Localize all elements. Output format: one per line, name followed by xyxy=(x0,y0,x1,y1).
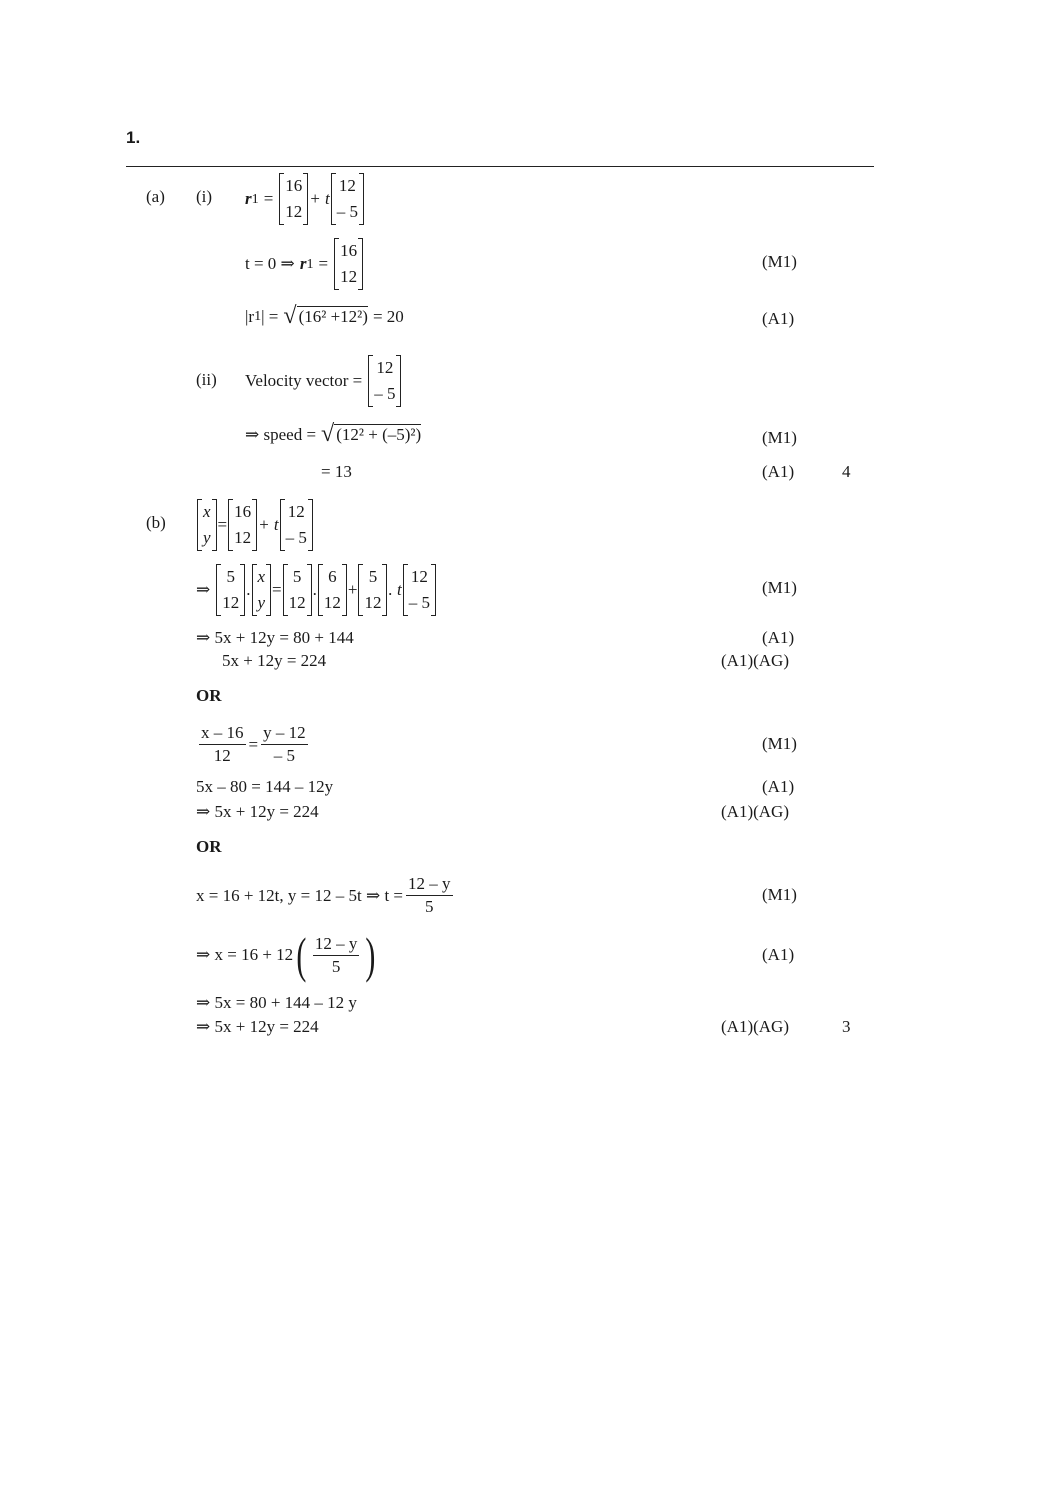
alt1-line2: 5x – 80 = 144 – 12y xyxy=(196,777,334,796)
part-b-eq1: x y = 16 12 + t 12 – 5 xyxy=(196,499,314,551)
or-heading: OR xyxy=(196,837,222,856)
sqrt-symbol: √ xyxy=(283,303,297,329)
part-a-i-eq2: t = 0 ⇒ r 1 = 16 12 xyxy=(245,238,364,290)
normal-vector: 5 12 xyxy=(216,564,245,616)
mark-m1: (M1) xyxy=(762,578,797,597)
question-number: 1. xyxy=(126,128,141,147)
part-a-ii-eq2: ⇒ speed = √ (12² + (–5)²) xyxy=(245,421,422,447)
velocity-vector: 12 – 5 xyxy=(368,355,401,407)
vector-x-y: x y xyxy=(197,499,217,551)
alt1-line1: $\frac{x - 16}{12}$ = $\frac{y - 12}{- 5}$ xyxy=(201,723,306,765)
part-b-total: 3 xyxy=(842,1017,851,1036)
part-a-i-eq3: |r 1 | = √ (16² +12²) = 20 xyxy=(245,303,404,329)
fraction: $\frac{12 - y}{5}$ xyxy=(314,933,358,976)
vector-12-minus5: 12 – 5 xyxy=(403,564,436,616)
mark-a1: (A1) xyxy=(762,777,795,796)
vector-6-12: 6 12 xyxy=(318,564,347,616)
alt2-line4: ⇒ 5x + 12y = 224 xyxy=(196,1017,319,1036)
normal-vector: 5 12 xyxy=(283,564,312,616)
alt1-line3: ⇒ 5x + 12y = 224 xyxy=(196,802,319,821)
part-b-eq2: ⇒ 5 12 . x y = 5 12 . 6 12 + 5 12 . t 12 – 5 xyxy=(196,564,437,616)
mark-a1-ag: (A1)(AG) xyxy=(721,802,789,821)
or-heading: OR xyxy=(196,686,222,705)
alt2-line2: ⇒ x = 16 + 12 ( $\frac{12 - y}{5}$ ) xyxy=(196,927,376,983)
vector-16-12: 16 12 xyxy=(279,173,308,225)
mark-a1: (A1) xyxy=(762,462,795,481)
part-b-eq4: 5x + 12y = 224 xyxy=(222,651,327,670)
mark-a1-ag: (A1)(AG) xyxy=(721,1017,789,1036)
mark-m1: (M1) xyxy=(762,252,797,271)
vector-x-y: x y xyxy=(252,564,272,616)
part-a-ii-label: (ii) xyxy=(196,370,217,389)
vector-16-12: 16 12 xyxy=(228,499,257,551)
fraction: $\frac{x - 16}{12}$ xyxy=(201,723,244,765)
header-rule xyxy=(126,166,874,167)
vector-12-minus5: 12 – 5 xyxy=(280,499,313,551)
mark-m1: (M1) xyxy=(762,428,797,447)
alt2-line3: ⇒ 5x = 80 + 144 – 12 y xyxy=(196,993,357,1012)
mark-a1-ag: (A1)(AG) xyxy=(721,651,789,670)
part-a-i-label: (i) xyxy=(196,187,213,206)
part-a-ii-eq3: = 13 xyxy=(321,462,352,481)
mark-m1: (M1) xyxy=(762,885,797,904)
fraction: $\frac{12 - y}{5}$ xyxy=(408,874,451,916)
part-a-total: 4 xyxy=(842,462,851,481)
mark-m1: (M1) xyxy=(762,734,797,753)
part-b-eq3: ⇒ 5x + 12y = 80 + 144 xyxy=(196,628,354,647)
alt2-line1: x = 16 + 12t, y = 12 – 5t ⇒ t = $\frac{12 - y}{5}$ xyxy=(196,874,451,916)
sqrt-symbol: √ xyxy=(321,421,335,447)
mark-a1: (A1) xyxy=(762,309,795,328)
part-a-i-eq1: r 1 = 16 12 + t 12 – 5 xyxy=(245,173,365,225)
vector-16-12: 16 12 xyxy=(334,238,363,290)
part-b-label: (b) xyxy=(146,513,166,532)
part-a-label: (a) xyxy=(146,187,165,206)
vector-12-minus5: 12 – 5 xyxy=(331,173,364,225)
mark-a1: (A1) xyxy=(762,945,795,964)
part-a-ii-eq1: Velocity vector = 12 – 5 xyxy=(245,355,402,407)
fraction: $\frac{y - 12}{- 5}$ xyxy=(263,723,306,765)
mark-a1: (A1) xyxy=(762,628,795,647)
normal-vector: 5 12 xyxy=(358,564,387,616)
